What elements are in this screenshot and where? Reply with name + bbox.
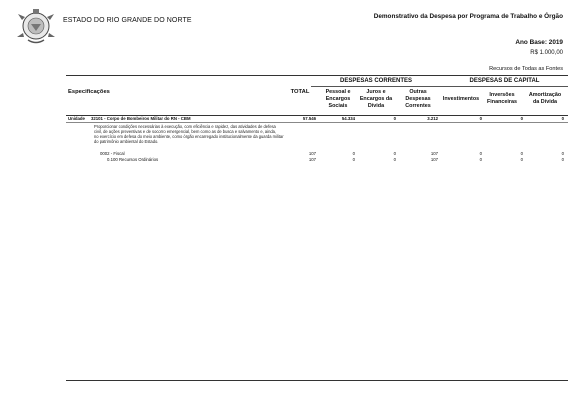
column-header-other-current: Outras Despesas Correntes <box>405 89 431 109</box>
table-top-rule <box>66 75 568 76</box>
table-cell: 0 <box>352 157 355 162</box>
column-header-amortization: Amortização da Dívida <box>528 92 562 105</box>
state-name: ESTADO DO RIO GRANDE DO NORTE <box>63 17 192 24</box>
description-line: civil, de ações preventivas e de socorro emergencial, bem como as de busca e salvamento e, ainda, <box>94 129 277 135</box>
table-cell: 107 <box>430 157 438 162</box>
table-cell: 0 <box>479 157 482 162</box>
description-line: no exercício em defesa do meio ambiente, como órgão encarregado institucionalmente da guarda militar <box>94 134 284 140</box>
unit-row-label: 32101 - Corpo de Bombeiros Militar do RN - CBM <box>91 116 191 121</box>
column-header-interest: Juros e Encargos da Dívida <box>359 89 393 109</box>
column-header-personnel: Pessoal e Encargos Sociais <box>325 89 351 109</box>
group-rule-current <box>311 86 441 87</box>
table-cell: 107 <box>430 151 438 156</box>
currency-unit: R$ 1.000,00 <box>530 50 563 56</box>
state-coat-of-arms-icon <box>16 6 56 46</box>
report-title: Demonstrativo da Despesa por Programa de Trabalho e Órgão <box>373 13 563 20</box>
table-cell: 0 <box>520 157 523 162</box>
group-rule-capital <box>441 86 568 87</box>
program-description <box>94 124 294 144</box>
table-cell: 107 <box>308 151 316 156</box>
table-cell: 0 <box>393 151 396 156</box>
unit-interest: 0 <box>393 116 396 121</box>
page-bottom-rule <box>66 380 568 381</box>
table-cell: 107 <box>308 157 316 162</box>
description-line: Proporcionar condições necessárias à execução, com eficiência e rapidez, das atividades de defesa <box>94 124 276 129</box>
table-row-label: 0.100 Recursos Ordinários <box>107 157 159 162</box>
unit-financial: 0 <box>520 116 523 121</box>
table-cell: 0 <box>561 157 564 162</box>
table-cell: 0 <box>561 151 564 156</box>
unit-personnel: 54.334 <box>341 116 355 121</box>
column-header-financial: Inversões Financeiras <box>487 92 517 105</box>
unit-row-prefix: Unidade <box>68 116 85 121</box>
description-line: do patrimônio ambiental do Estado. <box>94 139 159 145</box>
table-row-label: 0002 - Fiscal <box>100 151 125 156</box>
base-year: Ano Base: 2019 <box>515 39 563 46</box>
unit-amortization: 0 <box>561 116 564 121</box>
unit-total: 57.546 <box>302 116 316 121</box>
table-cell: 0 <box>352 151 355 156</box>
table-cell: 0 <box>393 157 396 162</box>
sources-label: Recursos de Todas as Fontes <box>489 66 563 72</box>
unit-other-current: 3.212 <box>427 116 438 121</box>
group-header-capital: DESPESAS DE CAPITAL <box>469 78 540 84</box>
column-header-specification: Especificações <box>68 89 110 95</box>
column-header-investments: Investimentos <box>442 96 480 102</box>
unit-row-rule <box>66 122 568 123</box>
group-header-current: DESPESAS CORRENTES <box>339 78 412 84</box>
unit-investments: 0 <box>479 116 482 121</box>
table-cell: 0 <box>520 151 523 156</box>
column-header-total: TOTAL <box>290 89 310 95</box>
table-cell: 0 <box>479 151 482 156</box>
